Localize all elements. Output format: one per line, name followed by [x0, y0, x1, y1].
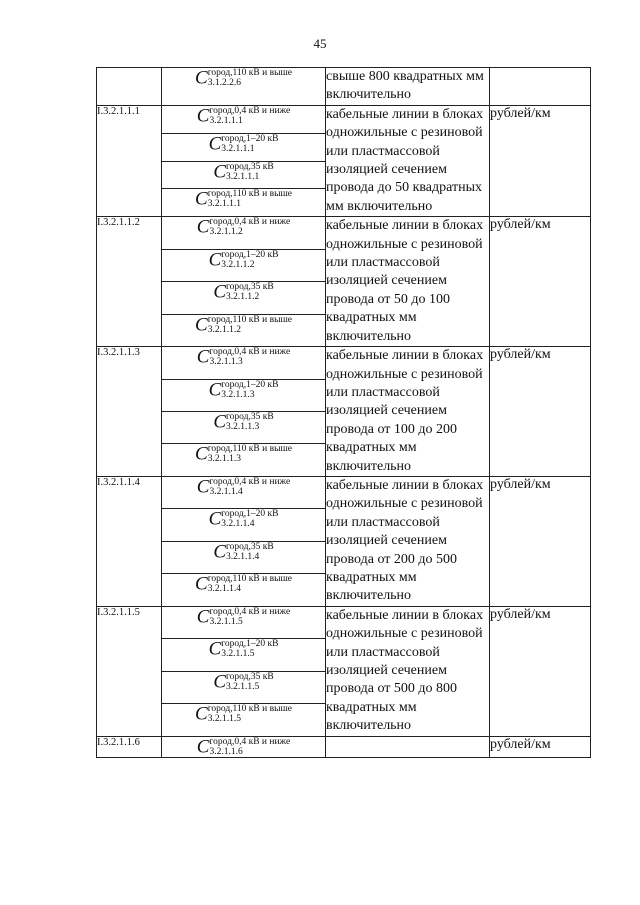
- symbol-subscript: 3.2.1.1.3: [209, 357, 243, 368]
- rate-symbol: [197, 737, 290, 757]
- table-row: [97, 736, 591, 757]
- symbol-superscript: город,1–20 кВ: [221, 249, 279, 260]
- rate-table: [96, 67, 591, 758]
- symbol-letter: C: [195, 314, 208, 336]
- rate-symbol-cell: [162, 671, 326, 703]
- symbol-subscript: 3.2.1.1.5: [207, 714, 241, 725]
- item-code: I.3.2.1.1.5: [97, 606, 162, 736]
- rate-symbol: [195, 315, 292, 335]
- rate-symbol-cell: [162, 704, 326, 736]
- symbol-subscript: 3.2.1.1.1: [221, 143, 255, 154]
- item-code: I.3.2.1.1.2: [97, 217, 162, 347]
- rate-symbol: [209, 134, 279, 154]
- rate-symbol-cell: [162, 412, 326, 444]
- rate-symbol: [195, 574, 292, 594]
- symbol-subscript: 3.2.1.1.2: [221, 259, 255, 270]
- symbol-subscript: 3.2.1.1.2: [226, 292, 260, 303]
- item-code: I.3.2.1.1.3: [97, 347, 162, 477]
- symbol-subscript: 3.2.1.1.1: [209, 115, 243, 126]
- description-cell: свыше 800 квадратных мм включительно: [326, 68, 490, 106]
- symbol-letter: C: [195, 67, 208, 89]
- symbol-letter: C: [208, 508, 222, 530]
- rate-symbol: [195, 704, 292, 724]
- symbol-superscript: город,0,4 кВ и ниже: [209, 736, 291, 747]
- symbol-superscript: город,0,4 кВ и ниже: [209, 476, 291, 487]
- symbol-superscript: город,1–20 кВ: [221, 379, 279, 390]
- rate-symbol-cell: [162, 314, 326, 346]
- symbol-subscript: 3.2.1.1.1: [226, 171, 260, 182]
- rate-symbol-cell: [162, 189, 326, 217]
- symbol-subscript: 3.2.1.1.4: [209, 486, 243, 497]
- rate-symbol: [195, 68, 292, 88]
- unit-cell: рублей/км: [490, 347, 591, 477]
- symbol-superscript: город,110 кВ и выше: [207, 574, 292, 585]
- unit-cell: рублей/км: [490, 476, 591, 606]
- table-row: [97, 68, 591, 106]
- rate-symbol: [195, 189, 292, 209]
- code-cell: [97, 68, 162, 106]
- rate-symbol: [195, 444, 292, 464]
- rate-symbol-cell: [162, 509, 326, 541]
- rate-symbol-cell: [162, 105, 326, 133]
- symbol-superscript: город,1–20 кВ: [221, 639, 279, 650]
- symbol-subscript: 3.2.1.1.5: [221, 649, 255, 660]
- symbol-letter: C: [195, 703, 208, 725]
- rate-symbol-cell: [162, 736, 326, 757]
- symbol-superscript: город,35 кВ: [226, 412, 274, 422]
- symbol-subscript: 3.2.1.1.1: [207, 199, 241, 210]
- unit-cell: [490, 68, 591, 106]
- unit-cell: рублей/км: [490, 105, 591, 216]
- table-row: [97, 347, 591, 379]
- symbol-subscript: 3.2.1.1.2: [209, 227, 243, 238]
- symbol-letter: C: [213, 281, 226, 303]
- symbol-subscript: 3.2.1.1.2: [207, 324, 241, 335]
- rate-symbol-cell: [162, 476, 326, 508]
- symbol-subscript: 3.2.1.1.4: [207, 584, 241, 595]
- symbol-letter: C: [208, 133, 222, 155]
- symbol-letter: C: [213, 541, 226, 563]
- rate-symbol-cell: [162, 639, 326, 671]
- symbol-subscript: 3.2.1.1.4: [226, 551, 260, 562]
- rate-symbol: [213, 412, 273, 432]
- rate-symbol-cell: [162, 347, 326, 379]
- table-row: [97, 105, 591, 133]
- symbol-letter: C: [208, 638, 222, 660]
- symbol-letter: C: [208, 249, 222, 271]
- rate-symbol: [197, 347, 290, 367]
- rate-symbol-cell: [162, 68, 326, 106]
- description-cell: кабельные линии в блоках одножильные с резиновой или пластмассовой изоляцией сечением провода до 50 квадратных мм включительно: [326, 105, 490, 216]
- description-cell: [326, 736, 490, 757]
- symbol-subscript: 3.2.1.1.5: [226, 681, 260, 692]
- table-body: [97, 68, 591, 758]
- symbol-letter: C: [213, 671, 226, 693]
- rate-symbol-cell: [162, 379, 326, 411]
- symbol-superscript: город,35 кВ: [226, 161, 274, 172]
- rate-symbol: [197, 477, 290, 497]
- table-row: [97, 476, 591, 508]
- rate-symbol-cell: [162, 606, 326, 638]
- symbol-superscript: город,110 кВ и выше: [207, 68, 292, 78]
- rate-symbol: [213, 542, 273, 562]
- symbol-letter: C: [195, 188, 208, 210]
- rate-symbol-cell: [162, 444, 326, 476]
- symbol-superscript: город,35 кВ: [226, 671, 274, 682]
- symbol-superscript: город,35 кВ: [226, 282, 274, 293]
- symbol-superscript: город,1–20 кВ: [221, 509, 279, 520]
- symbol-subscript: 3.2.1.1.4: [221, 519, 255, 530]
- symbol-superscript: город,110 кВ и выше: [207, 444, 292, 455]
- symbol-subscript: 3.2.1.1.5: [209, 616, 243, 627]
- symbol-letter: C: [196, 476, 210, 498]
- description-cell: кабельные линии в блоках одножильные с резиновой или пластмассовой изоляцией сечением провода от 500 до 800 квадратных мм включительно: [326, 606, 490, 736]
- symbol-letter: C: [196, 346, 210, 368]
- rate-symbol-cell: [162, 574, 326, 606]
- rate-symbol-cell: [162, 161, 326, 189]
- rate-symbol: [209, 509, 279, 529]
- rate-symbol: [209, 639, 279, 659]
- rate-symbol-cell: [162, 217, 326, 249]
- symbol-subscript: 3.2.1.1.3: [207, 454, 241, 465]
- item-code: I.3.2.1.1.1: [97, 105, 162, 216]
- description-cell: кабельные линии в блоках одножильные с резиновой или пластмассовой изоляцией сечением провода от 200 до 500 квадратных мм включительно: [326, 476, 490, 606]
- symbol-superscript: город,110 кВ и выше: [207, 314, 292, 325]
- symbol-letter: C: [208, 379, 222, 401]
- symbol-superscript: город,0,4 кВ и ниже: [209, 347, 291, 358]
- symbol-letter: C: [213, 161, 226, 183]
- symbol-letter: C: [195, 443, 208, 465]
- rate-symbol: [213, 672, 273, 692]
- symbol-subscript: 3.2.1.1.6: [209, 746, 243, 757]
- rate-symbol-cell: [162, 541, 326, 573]
- symbol-superscript: город,1–20 кВ: [221, 133, 279, 144]
- symbol-superscript: город,110 кВ и выше: [207, 189, 292, 200]
- page-number: 45: [313, 36, 327, 51]
- rate-symbol: [213, 282, 273, 302]
- rate-symbol: [213, 162, 273, 182]
- rate-symbol-cell: [162, 249, 326, 281]
- symbol-letter: C: [196, 216, 210, 238]
- unit-cell: рублей/км: [490, 217, 591, 347]
- symbol-superscript: город,35 кВ: [226, 541, 274, 552]
- symbol-letter: C: [196, 736, 210, 758]
- symbol-superscript: город,0,4 кВ и ниже: [209, 606, 291, 617]
- rate-symbol: [209, 380, 279, 400]
- symbol-superscript: город,0,4 кВ и ниже: [209, 217, 291, 228]
- rate-symbol-cell: [162, 133, 326, 161]
- table-row: [97, 606, 591, 638]
- unit-cell: рублей/км: [490, 736, 591, 757]
- symbol-subscript: 3.1.2.2.6: [207, 78, 241, 88]
- item-code: I.3.2.1.1.6: [97, 736, 162, 757]
- symbol-superscript: город,0,4 кВ и ниже: [209, 105, 291, 116]
- symbol-letter: C: [196, 606, 210, 628]
- symbol-letter: C: [196, 105, 210, 127]
- rate-symbol: [197, 106, 290, 126]
- rate-symbol: [209, 250, 279, 270]
- symbol-subscript: 3.2.1.1.3: [221, 389, 255, 400]
- table-row: [97, 217, 591, 249]
- symbol-subscript: 3.2.1.1.3: [226, 422, 260, 432]
- symbol-letter: C: [195, 573, 208, 595]
- rate-symbol-cell: [162, 282, 326, 314]
- item-code: I.3.2.1.1.4: [97, 476, 162, 606]
- description-cell: кабельные линии в блоках одножильные с резиновой или пластмассовой изоляцией сечением провода от 100 до 200 квадратных мм включительно: [326, 347, 490, 477]
- rate-symbol: [197, 607, 290, 627]
- symbol-letter: C: [213, 411, 226, 433]
- symbol-superscript: город,110 кВ и выше: [207, 704, 292, 715]
- rate-symbol: [197, 217, 290, 237]
- description-cell: кабельные линии в блоках одножильные с резиновой или пластмассовой изоляцией сечением провода от 50 до 100 квадратных мм включительно: [326, 217, 490, 347]
- unit-cell: рублей/км: [490, 606, 591, 736]
